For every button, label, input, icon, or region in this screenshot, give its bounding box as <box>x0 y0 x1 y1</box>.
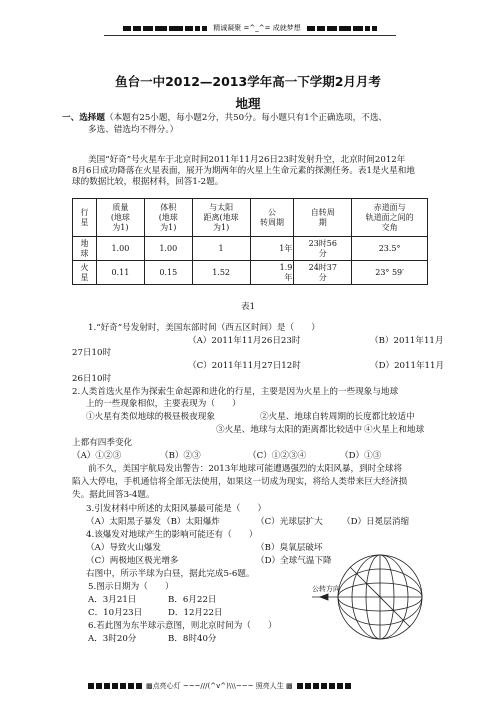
q1-option-d: （D）2011年11月 <box>370 361 445 371</box>
q5-option-a: A．3月21日 <box>88 595 137 605</box>
header-cell: 质量 (地球 为1) <box>96 199 144 237</box>
q2-option-c: （C）①②③④ <box>248 451 307 461</box>
q4-option-b: （B）臭氧层破坏 <box>256 543 323 553</box>
q3-option-c: （C）光球层扩大 <box>256 517 323 527</box>
q1-option-a: （A）2011年11月26日23时 <box>188 336 301 346</box>
header-cell: 自转周 期 <box>294 199 352 237</box>
section-heading-line <box>62 113 387 124</box>
header-cell: 与太阳 距离(地球 为1) <box>192 199 250 237</box>
section-desc: （本题有25小题，每小题2分，共50分。每小题只有1个正确选项，不选、 <box>104 113 388 123</box>
planet-cell: 地 球 <box>73 237 97 261</box>
q4-option-d: （D）全球气温下降 <box>256 556 332 566</box>
q5-stem: 5.图示日期为（ ） <box>88 582 174 592</box>
header-cell: 公 转周期 <box>250 199 294 237</box>
globe-drawing <box>312 555 422 639</box>
q4-stem: 4.该爆发对地球产生的影响可能还有（ ） <box>86 530 258 540</box>
intro-line-2: 8月6日成功降落在火星表面，展开为期两年的火星上生命元素的探测任务。表1是火星和地 <box>72 166 415 176</box>
header-rule <box>104 35 396 36</box>
intro2-line-3: 失。据此回答3-4题。 <box>72 490 155 500</box>
q5-option-d: D．12月22日 <box>168 608 223 618</box>
table-caption: 表1 <box>240 302 256 312</box>
table-row <box>73 261 428 285</box>
q2-option-b: （B）②③ <box>160 451 201 461</box>
q3-option-b: （B）太阳爆炸 <box>162 517 220 527</box>
tilt-cell: 23.5° <box>352 237 428 261</box>
page-title: 鱼台一中2012—2013学年高一下学期2月月考 <box>115 74 381 89</box>
footer-text: ▩点亮心灯 ~~~///(^v^)\\\~~~ 照亮人生 ▩ <box>146 682 293 690</box>
globe-figure <box>310 547 430 647</box>
volume-cell: 0.15 <box>144 261 192 285</box>
q2-choice-4: ④火星上和地球 <box>364 425 425 435</box>
table-header-row <box>73 199 428 237</box>
q6-option-a: A．3时20分 <box>88 634 137 644</box>
q2-option-a: （A）①②③ <box>72 451 122 461</box>
header-cell: 赤道面与 轨道面之间的 交角 <box>352 199 428 237</box>
q1-option-b-cont: 27日10时 <box>72 348 112 358</box>
distance-cell: 1.52 <box>192 261 250 285</box>
intro-line-1: 美国“好奇”号火星车于北京时间2011年11月26日23时发射升空，北京时间2012年 <box>88 155 406 165</box>
tilt-cell: 23° 59′ <box>352 261 428 285</box>
data-table <box>72 198 428 285</box>
header-blocks-left <box>123 26 207 31</box>
revolution-cell: 1.9 年 <box>250 261 294 285</box>
q1-option-d-cont: 26日10时 <box>72 374 112 384</box>
section-heading: 一、选择题 <box>62 113 105 123</box>
rotation-cell: 24时37 分 <box>294 261 352 285</box>
header-cell: 行 星 <box>73 199 97 237</box>
q2-choice-1: ①火星有类似地球的极昼极夜现象 <box>86 412 215 422</box>
q4-option-a: （A）导致火山爆发 <box>86 543 161 553</box>
intro2-line-1: 前不久，美国宇航局发出警告：2013年地球可能遭遇强烈的太阳风暴，到时全球将 <box>88 464 403 474</box>
q6-stem: 6.若此图为东半球示意图，则北京时间为（ ） <box>88 621 277 631</box>
revolution-direction-label: 公转方向 <box>312 585 340 593</box>
q2-choice-3: ③火星、地球与太阳的距离都比较适中 <box>216 425 363 435</box>
q2-choice-2: ②火星、地球自转周期的长度都比较适中 <box>260 412 415 422</box>
q3-option-d: （D）日冕层消缩 <box>342 517 410 527</box>
q3-stem: 3.引发材料中所述的太阳风暴最可能是（ ） <box>86 504 267 514</box>
header-blocks-right <box>307 26 377 31</box>
q1-option-b: （B）2011年11月 <box>370 336 444 346</box>
q6-option-b: B．8时40分 <box>168 634 217 644</box>
mass-cell: 1.00 <box>96 237 144 261</box>
table-row <box>73 237 428 261</box>
subject-title: 地理 <box>235 96 261 111</box>
q5-option-b: B．6月22日 <box>168 595 217 605</box>
header-banner <box>104 22 396 34</box>
q2-stem-2: 上的一些现象相似，主要表现为（ ） <box>86 399 241 409</box>
intro3-line: 右图中，所示半球为白昼，据此完成5-6题。 <box>86 569 255 579</box>
revolution-cell: 1年 <box>250 237 294 261</box>
footer-blocks-right <box>297 683 351 689</box>
distance-cell: 1 <box>192 237 250 261</box>
section-desc-2: 多选、错选均不得分。） <box>88 125 179 135</box>
planet-cell: 火 星 <box>73 261 97 285</box>
q1-stem: 1.“好奇”号发射时，美国东部时间（西五区时间）是（ ） <box>88 323 320 333</box>
q5-option-c: C．10月23日 <box>88 608 143 618</box>
footer-banner <box>88 680 408 692</box>
q2-choice-4-cont: 上都有四季变化 <box>72 438 133 448</box>
intro-line-3: 球的数据比较，根据材料，回答1-2题。 <box>72 177 224 187</box>
volume-cell: 1.00 <box>144 237 192 261</box>
header-text: 精诚凝聚 =^_^= 成就梦想 <box>213 24 301 32</box>
intro2-line-2: 陷入大停电，手机通信将全部无法使用，如果这一切成为现实，将给人类带来巨大经济损 <box>72 477 408 487</box>
q4-option-c: （C）两极地区极光增多 <box>86 556 179 566</box>
footer-blocks-left <box>88 683 142 689</box>
mass-cell: 0.11 <box>96 261 144 285</box>
header-cell: 体积 (地球 为1) <box>144 199 192 237</box>
q2-stem: 2.人类首选火星作为探索生命起源和进化的行星，主要是因为火星上的一些现象与地球 <box>72 387 399 397</box>
q1-option-c: （C）2011年11月27日12时 <box>188 361 301 371</box>
rotation-cell: 23时56 分 <box>294 237 352 261</box>
q3-option-a: （A）太阳黑子暴发 <box>86 517 161 527</box>
q2-option-d: （D）①③ <box>340 451 382 461</box>
